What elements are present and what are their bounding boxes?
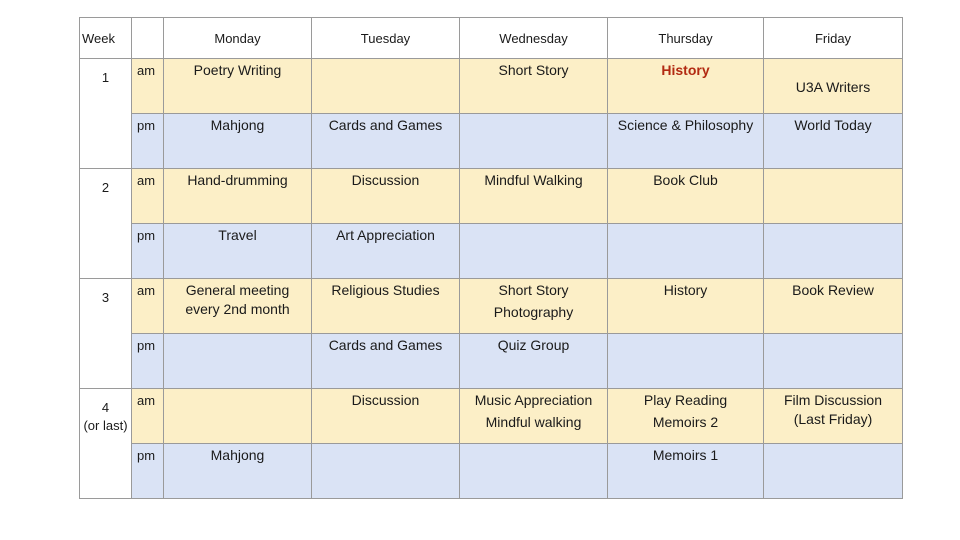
activity-cell	[608, 389, 764, 444]
activity-cell: Art Appreciation	[312, 224, 460, 279]
activity-cell: Mahjong	[164, 114, 312, 169]
activity-cell: Cards and Games	[312, 334, 460, 389]
activity-cell	[764, 334, 903, 389]
activity-text: Play Reading	[643, 392, 728, 408]
activity-cell	[764, 389, 903, 444]
week-4-am-row	[80, 389, 903, 444]
activity-cell	[460, 389, 608, 444]
slot-label: pm	[132, 334, 164, 389]
slot-label: am	[132, 389, 164, 444]
slot-label: pm	[132, 444, 164, 499]
activity-cell: History	[608, 279, 764, 334]
activity-text: Music Appreciation	[474, 392, 593, 408]
week-4-pm-row	[80, 444, 903, 499]
slot-label: am	[132, 169, 164, 224]
week-number: 3	[101, 290, 110, 305]
activity-text: U3A Writers	[795, 79, 871, 95]
header-slot	[132, 18, 164, 59]
activity-text: Film Discussion	[783, 392, 882, 408]
week-2-am-row	[80, 169, 903, 224]
activity-cell	[312, 444, 460, 499]
week-1-am-row	[80, 59, 903, 114]
activity-text: Memoirs 2	[652, 414, 719, 430]
activity-cell: Short Story	[460, 59, 608, 114]
header-thursday: Thursday	[608, 18, 764, 59]
week-number: 4	[101, 400, 110, 415]
activity-cell: Mindful Walking	[460, 169, 608, 224]
week-2-pm-row	[80, 224, 903, 279]
activity-cell: Science & Philosophy	[608, 114, 764, 169]
header-week: Week	[80, 18, 132, 59]
header-monday: Monday	[164, 18, 312, 59]
activity-cell	[164, 279, 312, 334]
activity-cell	[608, 59, 764, 114]
week-4-label	[80, 389, 132, 499]
slot-label: pm	[132, 224, 164, 279]
activity-cell	[608, 224, 764, 279]
week-note: (or last)	[83, 418, 128, 433]
activity-cell	[764, 59, 903, 114]
activity-cell: Memoirs 1	[608, 444, 764, 499]
activity-cell	[164, 389, 312, 444]
slot-label: pm	[132, 114, 164, 169]
activity-cell	[460, 444, 608, 499]
activity-text: (Last Friday)	[793, 411, 873, 427]
week-1-pm-row	[80, 114, 903, 169]
activity-cell: Book Review	[764, 279, 903, 334]
activity-cell	[460, 224, 608, 279]
activity-text: Short Story	[498, 282, 569, 298]
week-number: 1	[101, 70, 110, 85]
week-number: 2	[101, 180, 110, 195]
week-1-label	[80, 59, 132, 169]
activity-cell: Book Club	[608, 169, 764, 224]
week-3-pm-row	[80, 334, 903, 389]
activity-cell	[460, 279, 608, 334]
activity-cell: Poetry Writing	[164, 59, 312, 114]
activity-cell	[460, 114, 608, 169]
header-row	[80, 18, 903, 59]
activity-cell	[764, 224, 903, 279]
activity-text: Mindful walking	[485, 414, 582, 430]
slot-label: am	[132, 59, 164, 114]
week-3-label	[80, 279, 132, 389]
activity-text: Photography	[493, 304, 574, 320]
week-2-label	[80, 169, 132, 279]
activity-text: every 2nd month	[185, 301, 290, 317]
slot-label: am	[132, 279, 164, 334]
activity-cell: Mahjong	[164, 444, 312, 499]
activity-cell	[764, 444, 903, 499]
activity-cell: Hand-drumming	[164, 169, 312, 224]
activity-cell	[764, 169, 903, 224]
weekly-schedule-table	[79, 17, 903, 499]
activity-cell: Travel	[164, 224, 312, 279]
activity-cell: Discussion	[312, 389, 460, 444]
activity-cell: Quiz Group	[460, 334, 608, 389]
activity-cell	[608, 334, 764, 389]
activity-text: General meeting	[185, 282, 290, 298]
header-tuesday: Tuesday	[312, 18, 460, 59]
activity-cell: Religious Studies	[312, 279, 460, 334]
header-friday: Friday	[764, 18, 903, 59]
week-3-am-row	[80, 279, 903, 334]
activity-cell	[164, 334, 312, 389]
activity-cell: World Today	[764, 114, 903, 169]
activity-cell	[312, 59, 460, 114]
header-wednesday: Wednesday	[460, 18, 608, 59]
activity-cell: Discussion	[312, 169, 460, 224]
highlighted-activity: History	[661, 62, 710, 78]
activity-cell: Cards and Games	[312, 114, 460, 169]
